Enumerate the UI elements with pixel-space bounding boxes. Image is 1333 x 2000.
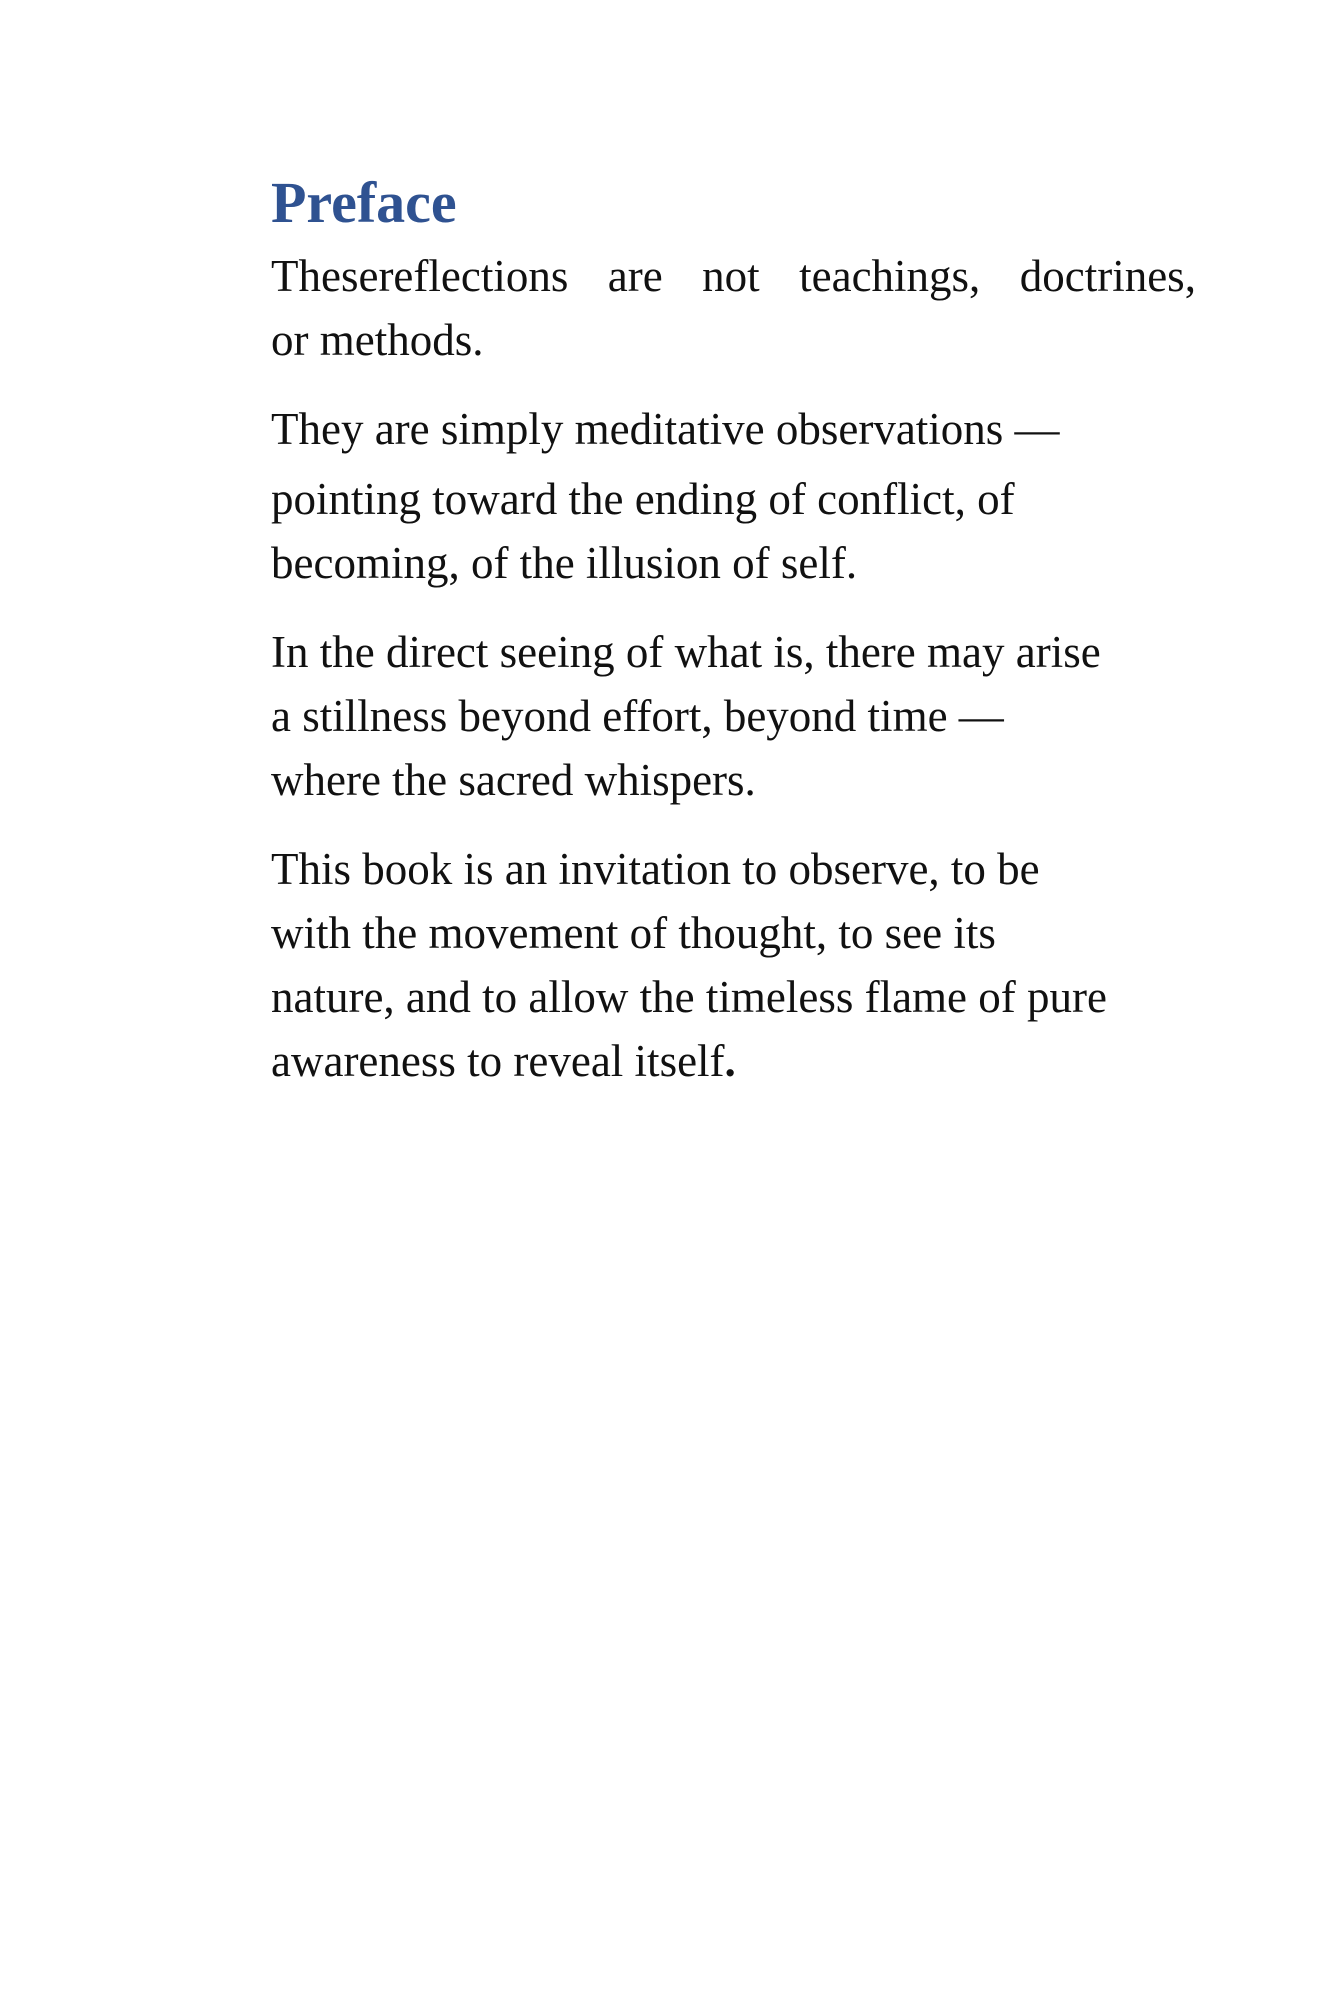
word: not [702, 251, 760, 301]
paragraph-2-line-3: becoming, of the illusion of self. [271, 538, 858, 588]
page-title: Preface [271, 170, 457, 235]
paragraph-1-line-1 [271, 244, 1196, 308]
paragraph-2-line-1: They are simply meditative observations — [271, 404, 1060, 454]
paragraph-3-line-2: a stillness beyond effort, beyond time — [271, 691, 1004, 741]
paragraph-3 [271, 620, 1196, 812]
paragraph-2-line-2: pointing toward the ending of conflict, of [271, 474, 1015, 524]
paragraph-2 [271, 397, 1196, 595]
paragraph-4-line-3: nature, and to allow the timeless flame of pure [271, 972, 1107, 1022]
final-period: . [724, 1036, 736, 1086]
paragraph-1-line-2: or methods. [271, 315, 484, 365]
word: teachings, [799, 251, 981, 301]
paragraph-4-line-1: This book is an invitation to observe, to be [271, 844, 1040, 894]
paragraph-4-line-2: with the movement of thought, to see its [271, 908, 996, 958]
paragraph-3-line-3: where the sacred whispers. [271, 755, 756, 805]
word: Thesereflections [271, 251, 569, 301]
paragraph-4-line-4-text: awareness to reveal itself [271, 1036, 725, 1086]
paragraph-3-line-1: In the direct seeing of what is, there may arise [271, 627, 1101, 677]
paragraph-4-line-4 [271, 1029, 1196, 1093]
paragraph-1 [271, 244, 1196, 372]
preface-section [271, 168, 1196, 1118]
word: are [607, 251, 663, 301]
word: doctrines, [1019, 251, 1196, 301]
paragraph-4 [271, 837, 1196, 1093]
